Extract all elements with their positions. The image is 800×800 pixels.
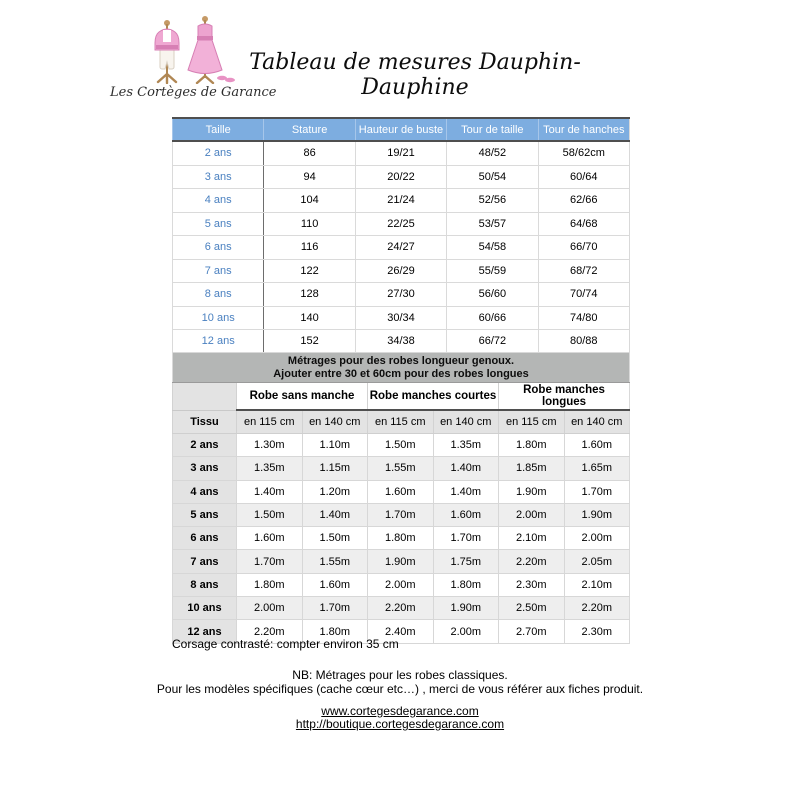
cell-metrage: 1.40m — [302, 503, 368, 526]
cell-hauteur-buste: 21/24 — [355, 189, 446, 213]
header-taille: Taille — [173, 118, 264, 141]
cell-metrage: 1.40m — [237, 480, 303, 503]
cell-metrage: 2.00m — [564, 527, 630, 550]
metrage-table-row — [173, 457, 630, 480]
cell-age: 6 ans — [173, 236, 264, 260]
cell-metrage: 1.80m — [499, 434, 565, 457]
tissu-label: Tissu — [173, 410, 237, 434]
cell-metrage: 2.00m — [433, 620, 499, 643]
cell-age: 12 ans — [173, 620, 237, 643]
cell-tour-hanches: 62/66 — [538, 189, 629, 213]
group-corner-empty — [173, 383, 237, 411]
cell-metrage: 1.80m — [433, 573, 499, 596]
header-hauteur-buste: Hauteur de buste — [355, 118, 446, 141]
cell-hauteur-buste: 22/25 — [355, 212, 446, 236]
cell-age: 2 ans — [173, 141, 264, 165]
cell-metrage: 1.30m — [237, 434, 303, 457]
header-tour-taille: Tour de taille — [447, 118, 538, 141]
cell-metrage: 1.55m — [302, 550, 368, 573]
cell-metrage: 1.60m — [433, 503, 499, 526]
cell-metrage: 1.35m — [433, 434, 499, 457]
cell-metrage: 2.05m — [564, 550, 630, 573]
page-title: Tableau de mesures Dauphin-Dauphine — [249, 50, 581, 100]
cell-age: 7 ans — [173, 550, 237, 573]
cell-age: 5 ans — [173, 212, 264, 236]
size-table-row — [173, 259, 630, 283]
cell-metrage: 1.90m — [564, 503, 630, 526]
size-table-row — [173, 189, 630, 213]
metrage-table — [172, 352, 630, 644]
cell-hauteur-buste: 30/34 — [355, 306, 446, 330]
brand-logo — [110, 12, 277, 100]
nb-note-line1: NB: Métrages pour les robes classiques. — [292, 668, 508, 682]
cell-age: 6 ans — [173, 527, 237, 550]
cell-stature: 128 — [264, 283, 355, 307]
cell-age: 3 ans — [173, 457, 237, 480]
cell-metrage: 2.20m — [368, 597, 434, 620]
width-header: en 115 cm — [237, 410, 303, 434]
cell-metrage: 1.65m — [564, 457, 630, 480]
cell-metrage: 2.70m — [499, 620, 565, 643]
cell-metrage: 1.70m — [433, 527, 499, 550]
cell-metrage: 2.20m — [237, 620, 303, 643]
metrage-table-row — [173, 480, 630, 503]
cell-tour-hanches: 74/80 — [538, 306, 629, 330]
metrage-group-header-row — [173, 383, 630, 411]
cell-metrage: 1.80m — [368, 527, 434, 550]
size-table — [172, 117, 630, 354]
width-header: en 115 cm — [368, 410, 434, 434]
cell-metrage: 1.50m — [368, 434, 434, 457]
cell-metrage: 1.60m — [368, 480, 434, 503]
cell-tour-taille: 50/54 — [447, 165, 538, 189]
size-table-row — [173, 306, 630, 330]
cell-metrage: 1.85m — [499, 457, 565, 480]
cell-hauteur-buste: 24/27 — [355, 236, 446, 260]
cell-metrage: 1.70m — [237, 550, 303, 573]
cell-metrage: 2.10m — [499, 527, 565, 550]
cell-age: 4 ans — [173, 480, 237, 503]
metrage-table-row — [173, 503, 630, 526]
cell-metrage: 2.00m — [237, 597, 303, 620]
cell-stature: 152 — [264, 330, 355, 354]
cell-metrage: 1.20m — [302, 480, 368, 503]
cell-tour-taille: 52/56 — [447, 189, 538, 213]
boutique-link[interactable]: http://boutique.cortegesdegarance.com — [295, 717, 505, 731]
corsage-note: Corsage contrasté: compter environ 35 cm — [172, 637, 399, 651]
cell-stature: 116 — [264, 236, 355, 260]
cell-metrage: 1.70m — [302, 597, 368, 620]
cell-metrage: 1.40m — [433, 480, 499, 503]
size-table-row — [173, 236, 630, 260]
cell-tour-taille: 55/59 — [447, 259, 538, 283]
cell-tour-taille: 54/58 — [447, 236, 538, 260]
metrage-table-row — [173, 597, 630, 620]
cell-tour-taille: 53/57 — [447, 212, 538, 236]
cell-metrage: 1.90m — [368, 550, 434, 573]
metrage-title-row — [173, 353, 630, 383]
width-header: en 140 cm — [433, 410, 499, 434]
size-table-row — [173, 283, 630, 307]
header-stature: Stature — [264, 118, 355, 141]
cell-metrage: 1.90m — [499, 480, 565, 503]
cell-metrage: 1.15m — [302, 457, 368, 480]
cell-hauteur-buste: 27/30 — [355, 283, 446, 307]
cell-metrage: 1.35m — [237, 457, 303, 480]
links — [0, 705, 800, 731]
cell-tour-hanches: 66/70 — [538, 236, 629, 260]
width-header: en 140 cm — [564, 410, 630, 434]
cell-metrage: 2.40m — [368, 620, 434, 643]
cell-metrage: 1.90m — [433, 597, 499, 620]
cell-metrage: 1.60m — [302, 573, 368, 596]
metrage-width-header-row — [173, 410, 630, 434]
cell-age: 7 ans — [173, 259, 264, 283]
cell-metrage: 1.70m — [368, 503, 434, 526]
nb-note — [0, 668, 800, 696]
cell-metrage: 2.10m — [564, 573, 630, 596]
size-table-header-row — [173, 118, 630, 141]
cell-metrage: 2.00m — [499, 503, 565, 526]
metrage-title-line1: Métrages pour des robes longueur genoux. — [287, 354, 515, 367]
cell-metrage: 2.30m — [564, 620, 630, 643]
metrage-title-line2: Ajouter entre 30 et 60cm pour des robes longues — [273, 367, 529, 380]
cell-tour-hanches: 80/88 — [538, 330, 629, 354]
cell-tour-taille: 66/72 — [447, 330, 538, 354]
cell-stature: 86 — [264, 141, 355, 165]
width-header: en 140 cm — [302, 410, 368, 434]
cell-metrage: 1.70m — [564, 480, 630, 503]
cell-tour-hanches: 68/72 — [538, 259, 629, 283]
size-table-row — [173, 141, 630, 165]
cell-age: 4 ans — [173, 189, 264, 213]
cell-hauteur-buste: 34/38 — [355, 330, 446, 354]
cell-metrage: 1.55m — [368, 457, 434, 480]
cell-stature: 104 — [264, 189, 355, 213]
cell-tour-taille: 56/60 — [447, 283, 538, 307]
group-manches-longues: Robe manches longues — [499, 383, 630, 411]
metrage-table-row — [173, 434, 630, 457]
cell-metrage: 1.40m — [433, 457, 499, 480]
cell-stature: 140 — [264, 306, 355, 330]
cell-metrage: 1.80m — [237, 573, 303, 596]
header-tour-hanches: Tour de hanches — [538, 118, 629, 141]
size-table-row — [173, 330, 630, 354]
cell-tour-taille: 48/52 — [447, 141, 538, 165]
cell-stature: 94 — [264, 165, 355, 189]
group-manches-courtes: Robe manches courtes — [368, 383, 499, 411]
cell-metrage: 1.80m — [302, 620, 368, 643]
brand-name: Les Cortèges de Garance — [110, 85, 277, 100]
cell-metrage: 1.60m — [237, 527, 303, 550]
cell-hauteur-buste: 26/29 — [355, 259, 446, 283]
cell-metrage: 2.00m — [368, 573, 434, 596]
cell-tour-hanches: 64/68 — [538, 212, 629, 236]
cell-stature: 122 — [264, 259, 355, 283]
cell-metrage: 1.75m — [433, 550, 499, 573]
cell-metrage: 1.10m — [302, 434, 368, 457]
cell-age: 8 ans — [173, 283, 264, 307]
cell-age: 10 ans — [173, 597, 237, 620]
mannequins-illustration-icon — [129, 12, 241, 84]
metrage-table-row — [173, 550, 630, 573]
group-sans-manche: Robe sans manche — [237, 383, 368, 411]
site-link[interactable]: www.cortegesdegarance.com — [321, 704, 479, 718]
cell-age: 2 ans — [173, 434, 237, 457]
cell-metrage: 1.60m — [564, 434, 630, 457]
cell-tour-hanches: 70/74 — [538, 283, 629, 307]
cell-tour-hanches: 58/62cm — [538, 141, 629, 165]
metrage-title — [173, 353, 630, 383]
cell-metrage: 1.50m — [237, 503, 303, 526]
cell-tour-taille: 60/66 — [447, 306, 538, 330]
cell-stature: 110 — [264, 212, 355, 236]
metrage-table-row — [173, 527, 630, 550]
cell-metrage: 2.50m — [499, 597, 565, 620]
nb-note-line2: Pour les modèles spécifiques (cache cœur etc…) , merci de vous référer aux fiches produit. — [156, 682, 644, 696]
cell-metrage: 2.30m — [499, 573, 565, 596]
cell-age: 10 ans — [173, 306, 264, 330]
cell-hauteur-buste: 20/22 — [355, 165, 446, 189]
size-table-row — [173, 212, 630, 236]
cell-age: 5 ans — [173, 503, 237, 526]
cell-age: 8 ans — [173, 573, 237, 596]
cell-metrage: 2.20m — [564, 597, 630, 620]
cell-age: 3 ans — [173, 165, 264, 189]
cell-hauteur-buste: 19/21 — [355, 141, 446, 165]
width-header: en 115 cm — [499, 410, 565, 434]
cell-tour-hanches: 60/64 — [538, 165, 629, 189]
cell-metrage: 2.20m — [499, 550, 565, 573]
cell-age: 12 ans — [173, 330, 264, 354]
metrage-table-row — [173, 573, 630, 596]
cell-metrage: 1.50m — [302, 527, 368, 550]
size-table-row — [173, 165, 630, 189]
